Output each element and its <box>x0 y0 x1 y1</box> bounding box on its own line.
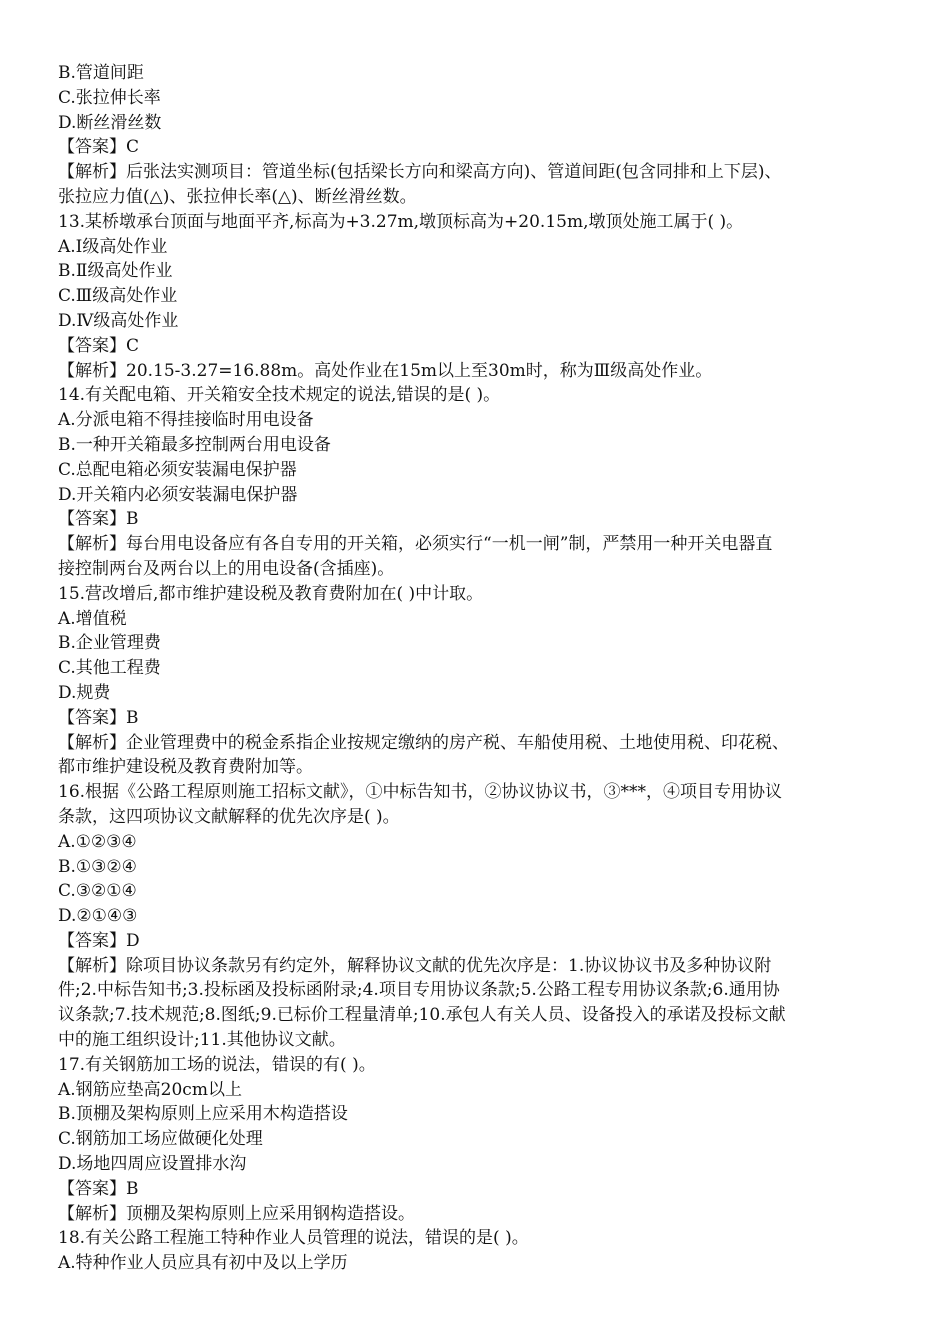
text-line: A.分派电箱不得挂接临时用电设备 <box>58 410 314 431</box>
text-line: C.张拉伸长率 <box>58 87 161 108</box>
text-line: 14.有关配电箱、开关箱安全技术规定的说法,错误的是( )。 <box>58 385 501 406</box>
text-line: B.①③②④ <box>58 856 137 877</box>
text-line: 条款，这四项协议文献解释的优先次序是( )。 <box>58 806 400 827</box>
text-line: D.规费 <box>58 682 111 703</box>
text-line: 【解析】20.15-3.27=16.88m。高处作业在15m以上至30m时，称为Ⅲ级高处作业。 <box>58 360 713 381</box>
text-line: 【解析】每台用电设备应有各自专用的开关箱，必须实行“一机一闸”制，严禁用一种开关电器直 <box>58 534 773 555</box>
text-line: D.②①④③ <box>58 906 138 927</box>
text-line: A.增值税 <box>58 608 127 629</box>
document-page <box>58 61 898 1276</box>
text-line: B.一种开关箱最多控制两台用电设备 <box>58 434 331 455</box>
text-line: D.Ⅳ级高处作业 <box>58 310 179 331</box>
text-line: 件;2.中标告知书;3.投标函及投标函附录;4.项目专用协议条款;5.公路工程专用协议条款;6.通用协 <box>58 980 780 1001</box>
text-line: 【答案】B <box>58 1178 139 1199</box>
text-line: 中的施工组织设计;11.其他协议文献。 <box>58 1030 346 1051</box>
text-line: 17.有关钢筋加工场的说法，错误的有( )。 <box>58 1054 376 1075</box>
text-line: C.钢筋加工场应做硬化处理 <box>58 1129 263 1150</box>
text-line: 18.有关公路工程施工特种作业人员管理的说法，错误的是( )。 <box>58 1228 529 1249</box>
text-line: A.钢筋应垫高20cm以上 <box>58 1079 242 1100</box>
text-line: 都市维护建设税及教育费附加等。 <box>58 757 313 778</box>
text-line: A.Ⅰ级高处作业 <box>58 236 168 257</box>
text-line: B.顶棚及架构原则上应采用木构造搭设 <box>58 1104 348 1125</box>
text-line: C.Ⅲ级高处作业 <box>58 286 178 307</box>
text-line: 议条款;7.技术规范;8.图纸;9.已标价工程量清单;10.承包人有关人员、设备投入的承诺及投标文献 <box>58 1005 786 1026</box>
text-line: 16.根据《公路工程原则施工招标文献》，①中标告知书，②协议协议书，③***，④项目专用协议 <box>58 782 783 803</box>
text-line: 【答案】C <box>58 137 140 158</box>
text-line: 【答案】B <box>58 707 139 728</box>
text-line: C.总配电箱必须安装漏电保护器 <box>58 459 297 480</box>
text-line: B.Ⅱ级高处作业 <box>58 261 173 282</box>
text-line: B.管道间距 <box>58 63 144 83</box>
text-line: 【答案】D <box>58 930 140 951</box>
text-line: B.企业管理费 <box>58 633 161 654</box>
text-line: 13.某桥墩承台顶面与地面平齐,标高为+3.27m,墩顶标高为+20.15m,墩顶处施工属于( )。 <box>58 211 744 232</box>
text-line: 接控制两台及两台以上的用电设备(含插座)。 <box>58 558 395 579</box>
text-line: C.其他工程费 <box>58 658 161 679</box>
text-line: 15.营改增后,都市维护建设税及教育费附加在( )中计取。 <box>58 583 484 604</box>
text-line: 【答案】B <box>58 509 139 530</box>
text-line: A.①②③④ <box>58 831 137 852</box>
text-line: 【解析】企业管理费中的税金系指企业按规定缴纳的房产税、车船使用税、土地使用税、印花税、 <box>58 732 789 753</box>
text-line: D.开关箱内必须安装漏电保护器 <box>58 484 298 505</box>
text-line: 【解析】除项目协议条款另有约定外，解释协议文献的优先次序是：1.协议协议书及多种协议附 <box>58 955 772 976</box>
text-line: A.特种作业人员应具有初中及以上学历 <box>58 1253 348 1274</box>
text-line: 【解析】顶棚及架构原则上应采用钢构造搭设。 <box>58 1203 415 1224</box>
text-line: D.断丝滑丝数 <box>58 112 162 133</box>
text-line: 【解析】后张法实测项目：管道坐标(包括梁长方向和梁高方向)、管道间距(包含同排和上下层)、 <box>58 162 782 183</box>
text-line: D.场地四周应设置排水沟 <box>58 1154 247 1175</box>
text-line: 张拉应力值(△)、张拉伸长率(△)、断丝滑丝数。 <box>58 186 417 207</box>
text-line: C.③②①④ <box>58 881 137 902</box>
text-line: 【答案】C <box>58 335 140 356</box>
